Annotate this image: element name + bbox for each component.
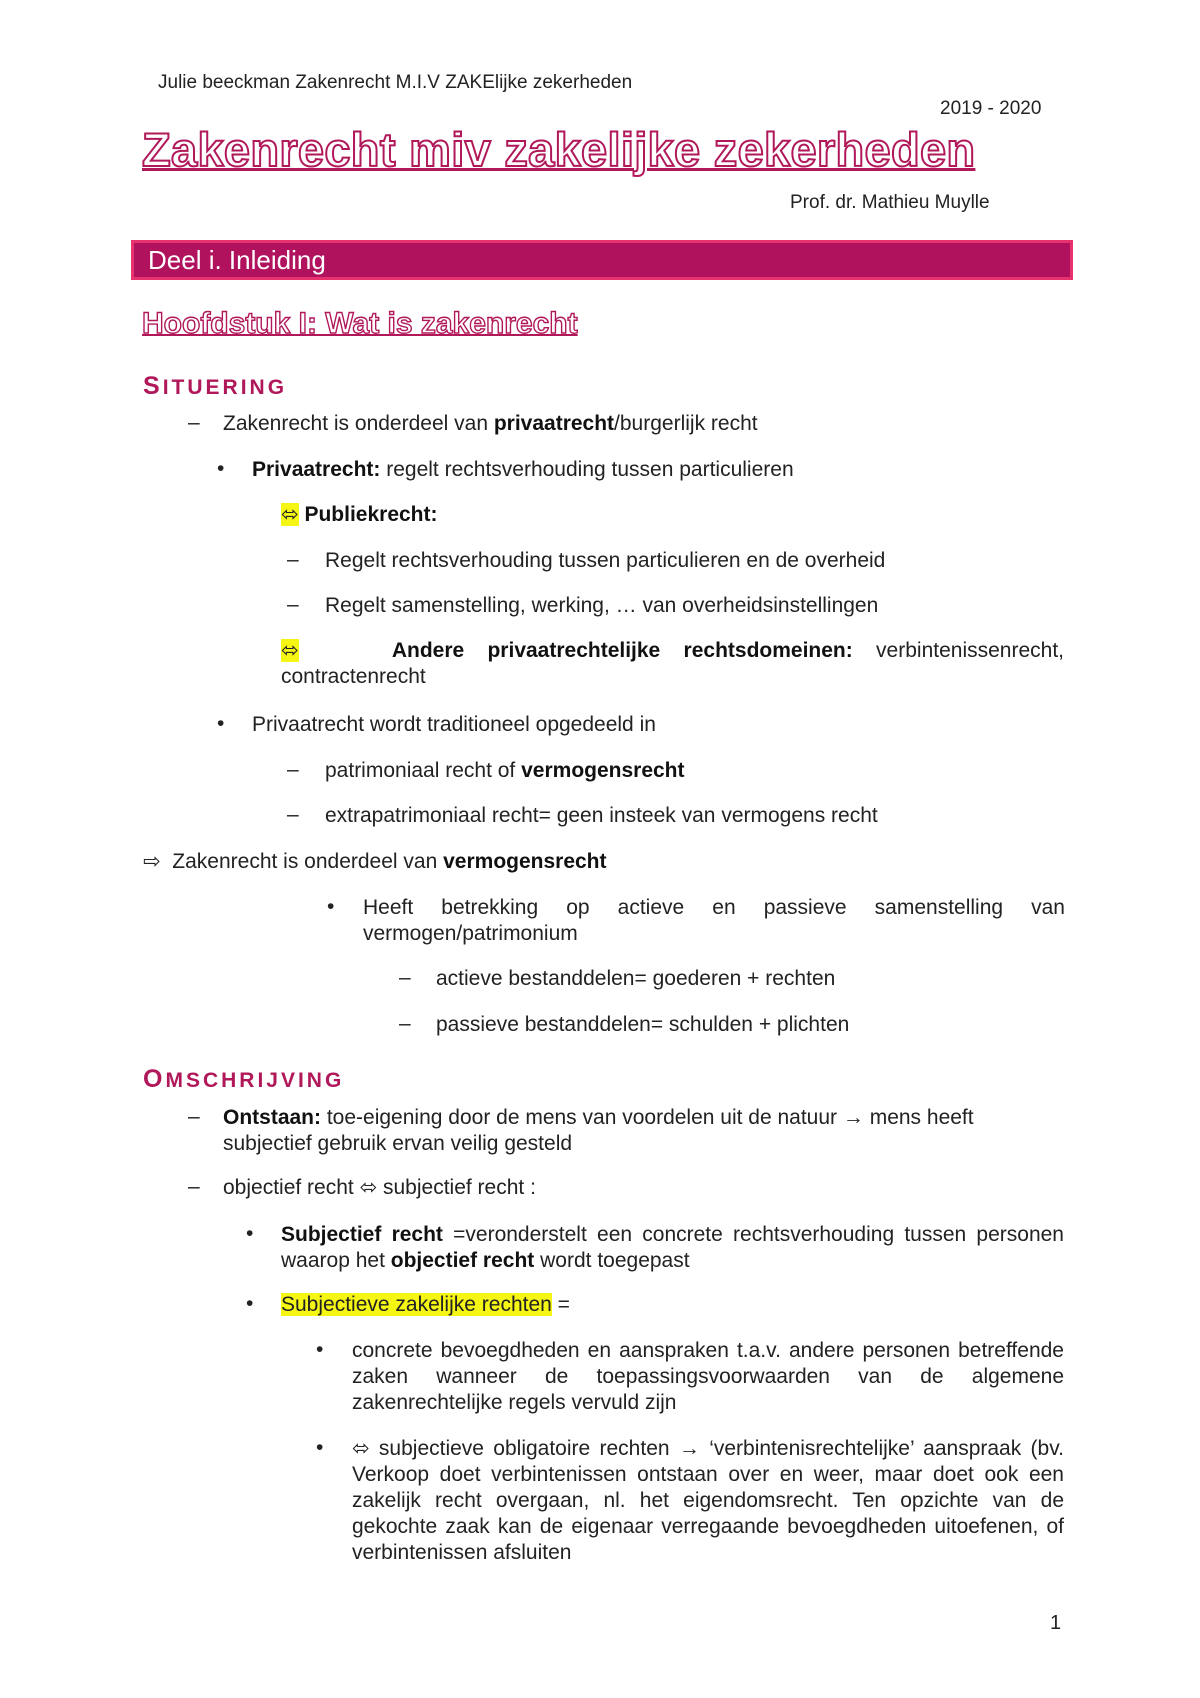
bullet-marker: • [327, 895, 335, 918]
list-item: Regelt rechtsverhouding tussen particulieren en de overheid [325, 549, 886, 572]
dash-marker: – [188, 1105, 200, 1128]
chapter-heading: Hoofdstuk I: Wat is zakenrecht [142, 307, 578, 340]
running-header: Julie beeckman Zakenrecht M.I.V ZAKElijke zekerheden [158, 72, 633, 93]
academic-year: 2019 - 2020 [940, 98, 1042, 119]
section-heading-situering: SITUERING [143, 372, 288, 400]
part-heading-banner: Deel i. Inleiding [131, 240, 1073, 280]
section-heading-omschrijving: OMSCHRIJVING [143, 1065, 345, 1093]
dash-marker: – [399, 1012, 411, 1035]
list-item: ⬄ Publiekrecht: [281, 503, 438, 526]
list-item: ⬄ subjectieve obligatoire rechten → ‘verbintenisrechtelijke’ aanspraak (bv. Verkoop doet verbintenissen ontstaan over en weer, maar doet ook een zakelijk recht overgaan, nl. het eigendomsrecht. Ten opzichte van de gekochte zaak kan de eigenaar verregaande bevoegdheden uitoefenen, of verbintenissen afsluiten [352, 1437, 1064, 1564]
dash-marker: – [287, 803, 299, 826]
bullet-marker: • [246, 1292, 254, 1315]
list-item: ⬄ Andere privaatrechtelijke rechtsdomeinen: verbintenissenrecht, contractenrecht [281, 639, 1064, 688]
bullet-marker: • [246, 1222, 254, 1245]
list-item: Ontstaan: toe-eigening door de mens van voordelen uit de natuur → mens heeft subjectief gebruik ervan veilig gesteld [223, 1106, 974, 1155]
dash-marker: – [287, 758, 299, 781]
author-line: Prof. dr. Mathieu Muylle [790, 192, 990, 213]
document-title: Zakenrecht miv zakelijke zekerheden [142, 123, 976, 176]
list-item: Regelt samenstelling, werking, … van overheidsinstellingen [325, 594, 879, 617]
dash-marker: – [399, 966, 411, 989]
list-item: concrete bevoegdheden en aanspraken t.a.v. andere personen betreffende zaken wanneer de toepassingsvoorwaarden van de algemene zakenrechtelijke regels vervuld zijn [352, 1339, 1064, 1414]
list-item: Privaatrecht: regelt rechtsverhouding tussen particulieren [252, 458, 794, 481]
list-item: Privaatrecht wordt traditioneel opgedeeld in [252, 713, 656, 736]
bullet-marker: • [316, 1338, 324, 1361]
contrast-arrow-icon: ⬄ [281, 639, 299, 662]
dash-marker: – [287, 593, 299, 616]
list-item: Subjectieve zakelijke rechten = [281, 1293, 570, 1316]
dash-marker: – [188, 1175, 200, 1198]
page-number: 1 [1050, 1612, 1062, 1634]
list-item: Heeft betrekking op actieve en passieve samenstelling van vermogen/patrimonium [363, 896, 1065, 945]
bullet-marker: • [316, 1436, 324, 1459]
list-item: Subjectief recht =veronderstelt een concrete rechtsverhouding tussen personen waarop het objectief recht wordt toegepast [281, 1223, 1064, 1272]
list-item: passieve bestanddelen= schulden + plichten [436, 1013, 850, 1036]
list-item: ⇨ Zakenrecht is onderdeel van vermogensrecht [143, 850, 607, 873]
list-item: Zakenrecht is onderdeel van privaatrecht/burgerlijk recht [223, 412, 758, 435]
list-item: extrapatrimoniaal recht= geen insteek van vermogens recht [325, 804, 878, 827]
dash-marker: – [287, 548, 299, 571]
contrast-arrow-icon: ⬄ [281, 503, 299, 526]
right-arrow-icon: ⇨ [143, 850, 161, 873]
list-item: patrimoniaal recht of vermogensrecht [325, 759, 685, 782]
list-item: objectief recht ⬄ subjectief recht : [223, 1176, 536, 1199]
list-item: actieve bestanddelen= goederen + rechten [436, 967, 836, 990]
dash-marker: – [188, 411, 200, 434]
bullet-marker: • [217, 457, 225, 480]
bullet-marker: • [217, 712, 225, 735]
